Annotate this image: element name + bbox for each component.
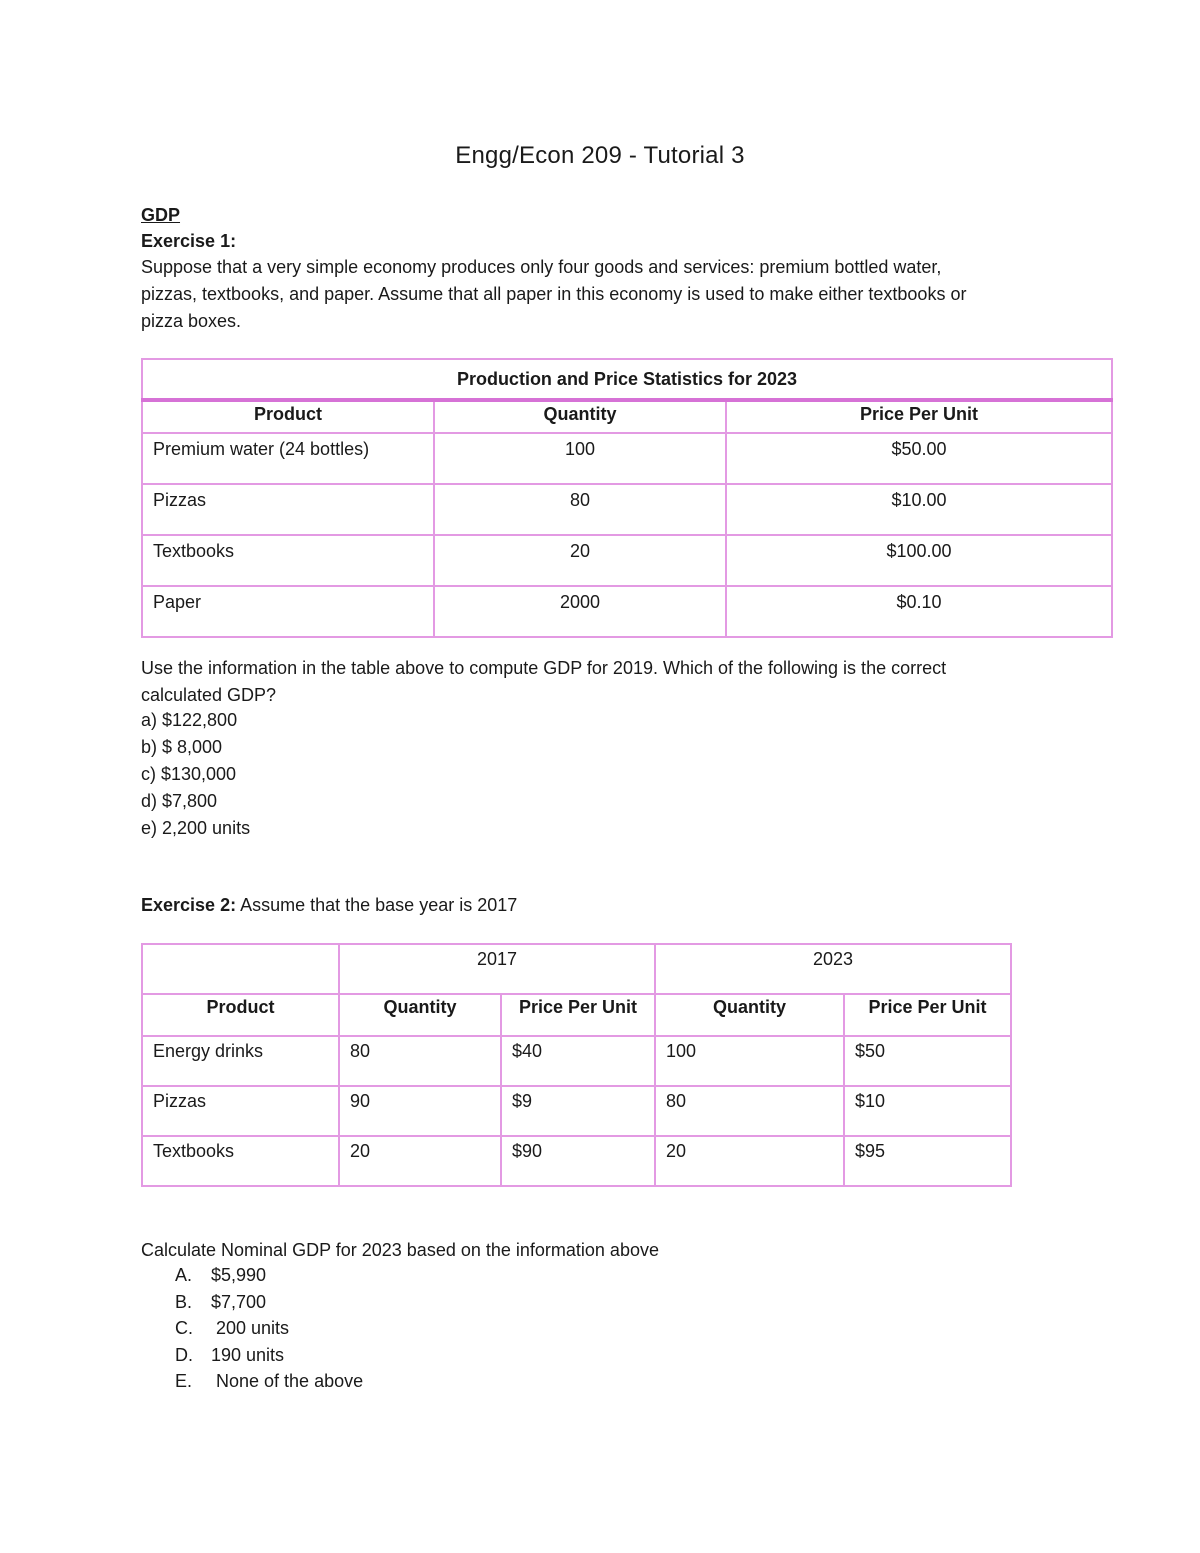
section-heading: GDP bbox=[141, 205, 181, 225]
year-header: 2017 bbox=[339, 944, 655, 994]
option-text: 200 units bbox=[211, 1318, 290, 1338]
table-cell: Textbooks bbox=[142, 535, 434, 586]
table-cell: $95 bbox=[844, 1136, 1011, 1186]
exercise2-heading bbox=[141, 892, 517, 919]
table-cell: $40 bbox=[501, 1036, 655, 1086]
table-cell: 80 bbox=[655, 1086, 844, 1136]
option-letter: D. bbox=[175, 1344, 193, 1365]
description-line: pizza boxes. bbox=[141, 311, 242, 331]
table-cell: Energy drinks bbox=[142, 1036, 339, 1086]
column-header: Quantity bbox=[339, 994, 501, 1036]
exercise2-heading-bold: Exercise 2: bbox=[141, 895, 237, 915]
table-cell: 20 bbox=[339, 1136, 501, 1186]
page-title: Engg/Econ 209 - Tutorial 3 bbox=[455, 142, 745, 169]
description-line: Suppose that a very simple economy produces only four goods and services: premium bottled water, bbox=[141, 257, 942, 277]
answer-option bbox=[175, 1368, 363, 1395]
base-year-table bbox=[141, 943, 1012, 1187]
table-cell: $0.10 bbox=[726, 586, 1112, 637]
table-cell: 90 bbox=[339, 1086, 501, 1136]
option-letter: E. bbox=[175, 1371, 193, 1391]
description-line: pizzas, textbooks, and paper. Assume that all paper in this economy is used to make either textbooks or bbox=[141, 284, 967, 304]
answer-option: e) 2,200 units bbox=[141, 818, 251, 838]
table-row bbox=[142, 1086, 1011, 1136]
table-cell: 2000 bbox=[434, 586, 726, 637]
table-row bbox=[142, 1136, 1011, 1186]
production-price-table bbox=[141, 358, 1113, 638]
question-line: Use the information in the table above to compute GDP for 2019. Which of the following is the correct bbox=[141, 658, 947, 678]
table-row bbox=[142, 586, 1112, 637]
exercise1-options bbox=[141, 707, 250, 842]
answer-option bbox=[175, 1289, 363, 1316]
column-header: Price Per Unit bbox=[726, 400, 1112, 433]
answer-option: a) $122,800 bbox=[141, 710, 238, 730]
column-header: Quantity bbox=[434, 400, 726, 433]
option-text: $5,990 bbox=[211, 1265, 267, 1285]
column-header: Quantity bbox=[655, 994, 844, 1036]
column-header: Price Per Unit bbox=[844, 994, 1011, 1036]
table-cell: Pizzas bbox=[142, 1086, 339, 1136]
answer-option bbox=[175, 1315, 363, 1342]
table-cell: $10.00 bbox=[726, 484, 1112, 535]
option-letter: C. bbox=[175, 1318, 193, 1338]
table-cell: Premium water (24 bottles) bbox=[142, 433, 434, 484]
table-cell: $50 bbox=[844, 1036, 1011, 1086]
table-cell: 20 bbox=[434, 535, 726, 586]
exercise2-question: Calculate Nominal GDP for 2023 based on the information above bbox=[141, 1240, 659, 1260]
option-letter: B. bbox=[175, 1291, 193, 1312]
exercise1-question bbox=[141, 655, 1061, 709]
option-text: 190 units bbox=[211, 1344, 285, 1365]
table-cell: Textbooks bbox=[142, 1136, 339, 1186]
exercise1-heading: Exercise 1: bbox=[141, 231, 237, 251]
table-cell: 80 bbox=[434, 484, 726, 535]
year-header: 2023 bbox=[655, 944, 1011, 994]
exercise1-description bbox=[141, 254, 1061, 335]
exercise2-options bbox=[175, 1262, 363, 1395]
option-text: $7,700 bbox=[211, 1291, 267, 1312]
exercise2-heading-text: Assume that the base year is 2017 bbox=[236, 895, 518, 915]
table-cell: 100 bbox=[655, 1036, 844, 1086]
table-cell: $10 bbox=[844, 1086, 1011, 1136]
column-header: Product bbox=[142, 994, 339, 1036]
answer-option: c) $130,000 bbox=[141, 764, 237, 784]
table-caption: Production and Price Statistics for 2023 bbox=[142, 359, 1112, 400]
table-cell: $100.00 bbox=[726, 535, 1112, 586]
table-cell: 20 bbox=[655, 1136, 844, 1186]
table-cell: Paper bbox=[142, 586, 434, 637]
table-cell: $90 bbox=[501, 1136, 655, 1186]
table-cell: $9 bbox=[501, 1086, 655, 1136]
option-letter: A. bbox=[175, 1265, 193, 1285]
table-cell: $50.00 bbox=[726, 433, 1112, 484]
answer-option bbox=[175, 1262, 363, 1289]
question-line: calculated GDP? bbox=[141, 685, 277, 705]
answer-option: b) $ 8,000 bbox=[141, 737, 223, 757]
answer-option bbox=[175, 1342, 363, 1369]
table-cell: 80 bbox=[339, 1036, 501, 1086]
empty-header-cell bbox=[142, 944, 339, 994]
column-header: Price Per Unit bbox=[501, 994, 655, 1036]
table-row bbox=[142, 433, 1112, 484]
table-row bbox=[142, 1036, 1011, 1086]
table-cell: 100 bbox=[434, 433, 726, 484]
column-header: Product bbox=[142, 400, 434, 433]
table-row bbox=[142, 535, 1112, 586]
table-row bbox=[142, 484, 1112, 535]
table-cell: Pizzas bbox=[142, 484, 434, 535]
answer-option: d) $7,800 bbox=[141, 791, 218, 811]
option-text: None of the above bbox=[211, 1371, 364, 1391]
